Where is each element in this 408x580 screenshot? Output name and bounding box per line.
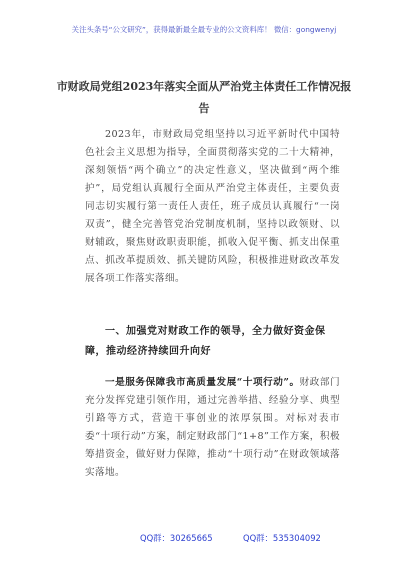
- footer-qq-group-right: QQ群：535304092: [243, 533, 321, 543]
- section-heading-1: 一、加强党对财政工作的领导，全力做好资金保障，推动经济持续回升向好: [85, 326, 326, 357]
- header-promo-note: 关注头条号“公文研究”，获得最新最全最专业的公文资料库！ 微信：gongwenyj: [71, 25, 337, 34]
- body-paragraph-item-1: [85, 374, 340, 482]
- paragraph-lead-text: 一是服务保障我市高质量发展“十项行动”。: [105, 377, 300, 388]
- document-title: 市财政局党组2023年落实全面从严治党主体责任工作情况报告: [56, 80, 352, 115]
- footer-qq-group-left: QQ群：30265665: [140, 533, 213, 543]
- body-paragraph-intro: 2023年，市财政局党组坚持以习近平新时代中国特色社会主义思想为指导，全面贯彻落实党的二十大精神，深刻领悟“两个确立”的决定性意义，坚决做到“两个维护”，局党组认真履行全面从严治党主体责任，主要负责同志切实履行第一责任人责任，班子成员认真履行“一岗双责”，健全完善管党治党制度机制，坚持以政领财、以财辅政，聚焦财政职责职能，抓收入促平衡、抓支出保重点、抓改革提质效、抓关键防风险，积极推进财政改革发展各项工作落实落细。: [85, 129, 340, 284]
- paragraph-body-text: 财政部门充分发挥党建引领作用，通过完善举措、经验分享、典型引路等方式，营造干事创业的浓厚氛围。对标对表市委“十项行动”方案，制定财政部门“1+8”工作方案，积极筹措资金，做好财力保障，推动“十项行动”在财政领域落实落地。: [85, 377, 340, 478]
